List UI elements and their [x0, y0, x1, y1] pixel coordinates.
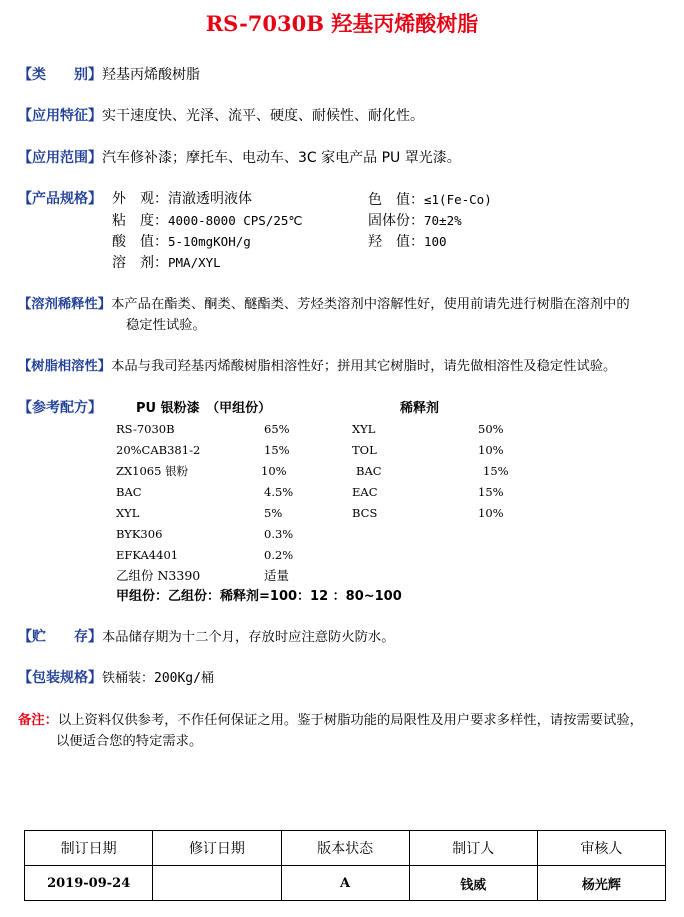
formula-right-name: TOL	[352, 443, 377, 457]
formula-right-pct: 15%	[483, 464, 509, 478]
packaging-value: 铁桶装：200Kg/桶	[102, 671, 214, 686]
formula-right-name: EAC	[352, 485, 378, 499]
spec-key: 酸 值：	[112, 234, 168, 250]
scope-label: 【应用范围】	[18, 150, 102, 166]
specs-label: 【产品规格】	[18, 191, 102, 207]
formula-right-name: XYL	[352, 422, 376, 436]
section-category	[18, 65, 200, 86]
spec-hydroxyl	[368, 231, 447, 253]
formula-right-pct: 10%	[478, 443, 504, 457]
note-line1-wrap	[18, 710, 643, 731]
packaging-label: 【包装规格】	[18, 670, 102, 686]
spec-key: 外 观：	[112, 191, 168, 207]
formula-right-title: 稀释剂	[400, 401, 440, 416]
spec-value: 100	[424, 234, 447, 249]
compat-value: 本品与我司羟基丙烯酸树脂相溶性好；拼用其它树脂时，请先做相溶性及稳定性试验。	[111, 359, 617, 374]
scope-value: 汽车修补漆；摩托车、电动车、3C 家电产品 PU 罩光漆。	[102, 150, 461, 166]
formula-left-pct: 4.5%	[264, 485, 294, 499]
formula-right-name: BAC	[356, 464, 382, 478]
dilution-line2: 稳定性试验。	[126, 318, 206, 333]
revision-header-row	[25, 831, 666, 866]
formula-right-pct: 15%	[478, 485, 504, 499]
formula-right-pct: 10%	[478, 506, 504, 520]
value-revised-date	[153, 866, 281, 901]
features-label: 【应用特征】	[18, 108, 102, 124]
section-compat	[18, 356, 616, 377]
storage-label: 【贮 存】	[18, 629, 102, 645]
section-features	[18, 106, 424, 127]
formula-ratio: 甲组份：乙组份：稀释剂=100：12 ：80~100	[116, 589, 402, 604]
revision-value-row	[25, 866, 666, 901]
formula-right-pct: 50%	[478, 422, 504, 436]
spec-value: 4000-8000 CPS/25℃	[168, 213, 303, 228]
spec-solvent	[112, 252, 221, 274]
value-created-date: 2019-09-24	[25, 866, 153, 901]
spec-acid	[112, 231, 251, 253]
spec-key: 羟 值：	[368, 234, 424, 250]
header-reviewer: 审核人	[537, 831, 665, 866]
dilution-label: 【溶剂稀释性】	[18, 297, 112, 312]
header-revised-date: 修订日期	[153, 831, 281, 866]
document-title: RS-7030B 羟基丙烯酸树脂	[205, 11, 479, 36]
spec-viscosity	[112, 210, 302, 232]
section-packaging	[18, 668, 214, 689]
spec-value: 5-10mgKOH/g	[168, 234, 251, 249]
header-created-date: 制订日期	[25, 831, 153, 866]
spec-value: 70±2%	[424, 213, 462, 228]
formula-left-name: ZX1065 银粉	[116, 464, 189, 478]
section-storage	[18, 627, 395, 648]
formula-left-name: BAC	[116, 485, 142, 499]
storage-value: 本品储存期为十二个月，存放时应注意防火防水。	[102, 630, 395, 645]
formula-left-name: BYK306	[116, 527, 163, 541]
section-dilution	[18, 294, 630, 315]
formula-left-name: 乙组份 N3390	[116, 568, 201, 583]
formula-left-pct: 5%	[264, 506, 283, 520]
value-author: 钱威	[409, 866, 537, 901]
category-value: 羟基丙烯酸树脂	[102, 67, 200, 83]
formula-left-pct: 0.3%	[264, 527, 294, 541]
note-line2: 以便适合您的特定需求。	[56, 734, 203, 749]
formula-left-pct: 0.2%	[264, 548, 294, 562]
formula-right-name: BCS	[352, 506, 378, 520]
formula-left-name: 20%CAB381-2	[116, 443, 201, 457]
spec-value: ≤1(Fe-Co)	[424, 192, 492, 207]
formula-left-pct: 适量	[264, 568, 290, 583]
value-version: A	[281, 866, 409, 901]
header-author: 制订人	[409, 831, 537, 866]
formula-label: 【参考配方】	[18, 400, 102, 416]
spec-solid	[368, 210, 462, 232]
dilution-line1: 本产品在酯类、酮类、醚酯类、芳烃类溶剂中溶解性好，使用前请先进行树脂在溶剂中的	[111, 297, 630, 312]
spec-key: 溶 剂：	[112, 255, 168, 271]
category-label: 【类 别】	[18, 67, 102, 83]
spec-value: PMA/XYL	[168, 255, 221, 270]
section-scope	[18, 148, 461, 169]
features-value: 实干速度快、光泽、流平、硬度、耐候性、耐化性。	[102, 108, 424, 124]
spec-color	[368, 189, 492, 211]
spec-appearance	[112, 189, 252, 210]
spec-key: 色 值：	[368, 192, 424, 208]
spec-value: 清澈透明液体	[168, 191, 252, 207]
note-label: 备注：	[18, 713, 58, 728]
compat-label: 【树脂相溶性】	[18, 359, 112, 374]
note-line1: 以上资料仅供参考，不作任何保证之用。鉴于树脂功能的局限性及用户要求多样性，请按需要试验，	[57, 713, 643, 728]
formula-left-title: PU 银粉漆 （甲组份）	[136, 401, 272, 416]
formula-left-name: XYL	[116, 506, 140, 520]
formula-left-pct: 65%	[264, 422, 290, 436]
formula-left-pct: 15%	[264, 443, 290, 457]
formula-left-name: RS-7030B	[116, 422, 175, 436]
revision-table	[24, 830, 666, 901]
formula-left-pct: 10%	[261, 464, 287, 478]
spec-key: 粘 度：	[112, 213, 168, 229]
formula-left-name: EFKA4401	[116, 548, 179, 562]
value-reviewer: 杨光辉	[537, 866, 665, 901]
header-version: 版本状态	[281, 831, 409, 866]
spec-key: 固体份：	[368, 213, 424, 229]
